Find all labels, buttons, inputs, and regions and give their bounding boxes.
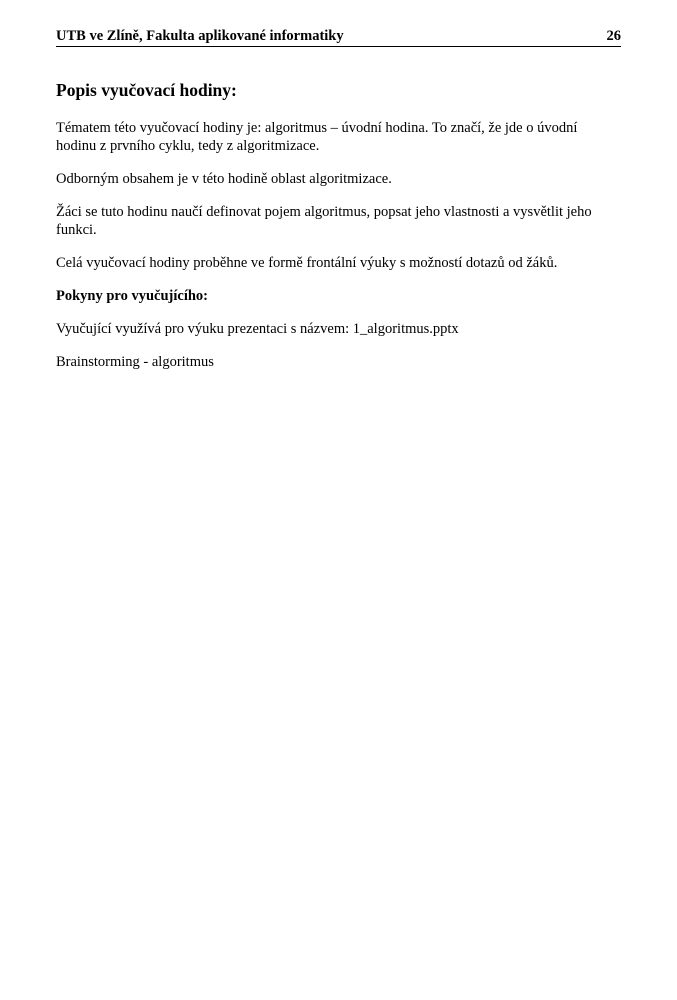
paragraph-goals: Žáci se tuto hodinu naučí definovat pojem algoritmus, popsat jeho vlastnosti a vysvětlit jeho funkci.: [56, 204, 592, 238]
section-heading: Popis vyučovací hodiny:: [56, 80, 237, 100]
paragraph-topic: Tématem této vyučovací hodiny je: algoritmus – úvodní hodina. To značí, že jde o úvodní hodinu z prvního cyklu, tedy z algoritmizace.: [56, 120, 578, 154]
instruction-presentation: Vyučující využívá pro výuku prezentaci s názvem: 1_algoritmus.pptx: [56, 321, 459, 337]
paragraph-content: Odborným obsahem je v této hodině oblast algoritmizace.: [56, 171, 392, 187]
main-content: [56, 79, 621, 386]
page-number: 26: [606, 28, 621, 44]
header-title: UTB ve Zlíně, Fakulta aplikované informatiky: [56, 28, 344, 44]
instruction-brainstorming: Brainstorming - algoritmus: [56, 354, 214, 370]
instructions-subheading: Pokyny pro vyučujícího:: [56, 288, 209, 304]
running-header: [56, 27, 621, 47]
paragraph-form: Celá vyučovací hodiny proběhne ve formě frontální výuky s možností dotazů od žáků.: [56, 255, 558, 271]
